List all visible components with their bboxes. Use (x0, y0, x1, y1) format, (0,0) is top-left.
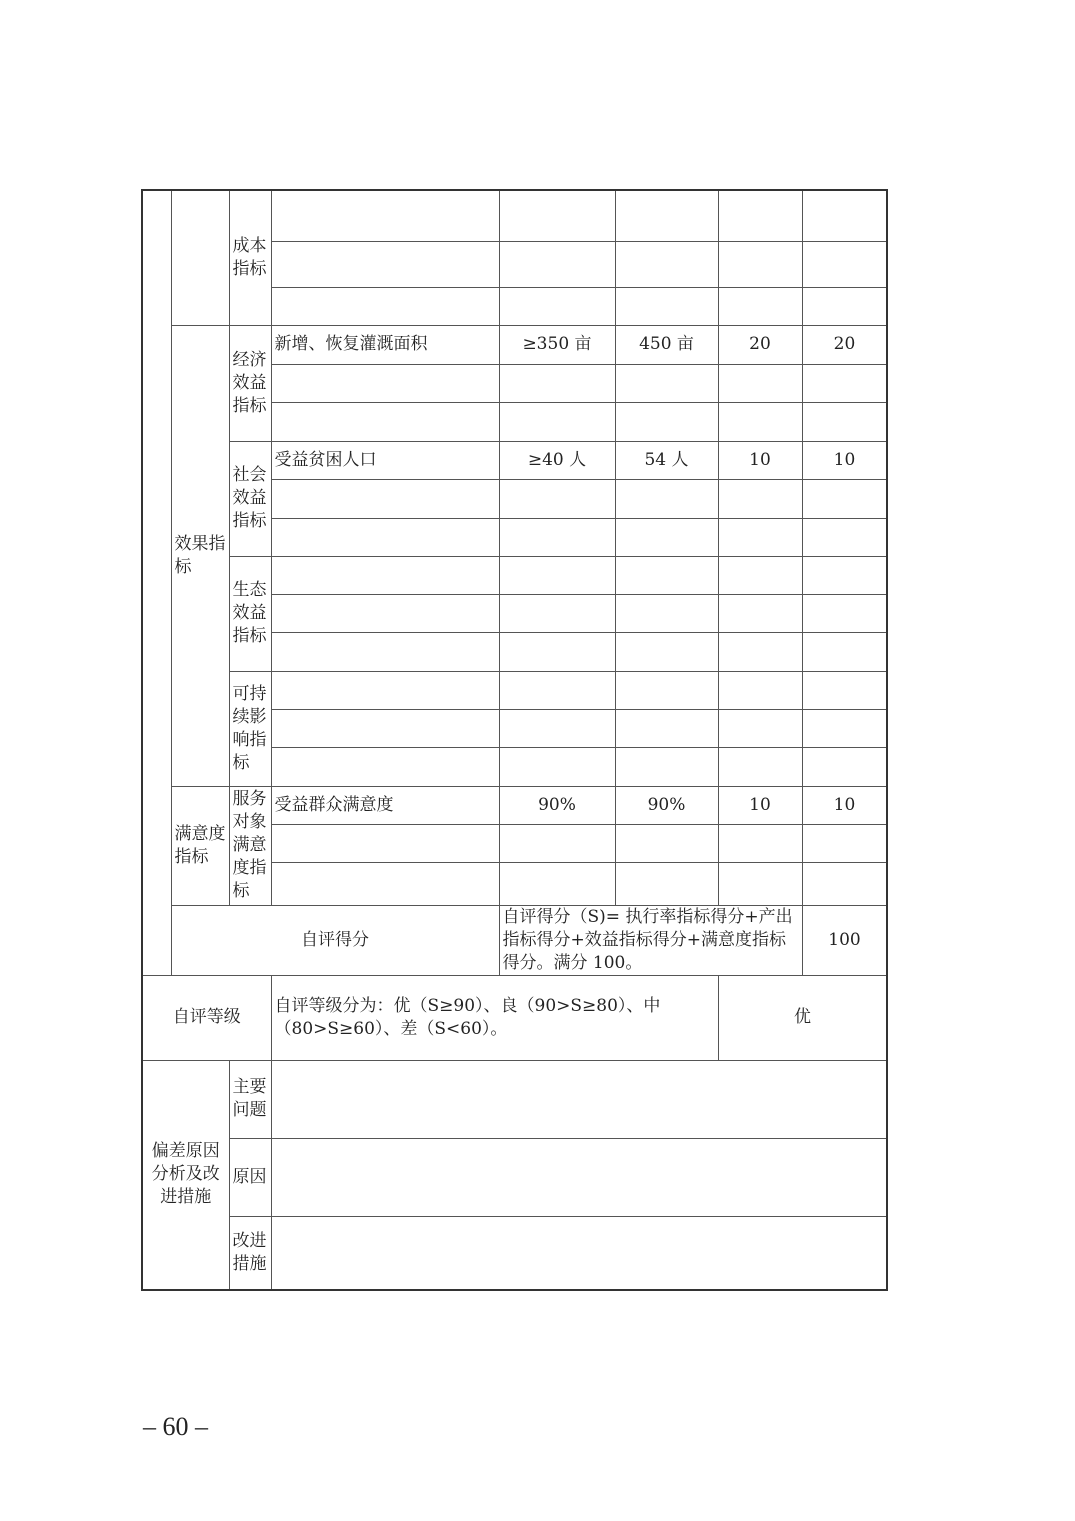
table-row (142, 1138, 887, 1216)
reason-label: 原因 (229, 1138, 271, 1216)
main-issue-label: 主要问题 (229, 1060, 271, 1138)
improvement-label: 改进措施 (229, 1216, 271, 1290)
table-row (142, 556, 887, 594)
self-score-weight: 100 (802, 905, 887, 975)
table-row (142, 1060, 887, 1138)
social-actual: 54 人 (615, 441, 718, 479)
economic-actual: 450 亩 (615, 325, 718, 364)
cost-indicator-label: 成本指标 (229, 190, 271, 325)
performance-evaluation-table (141, 189, 888, 1291)
self-grade-label: 自评等级 (142, 975, 271, 1060)
effect-indicator-label: 效果指标 (171, 325, 229, 786)
sustainability-label: 可持续影响指标 (229, 671, 271, 786)
self-grade-criteria: 自评等级分为：优（S≥90）、良（90>S≥80）、中（80>S≥60）、差（S<60）。 (271, 975, 718, 1060)
self-grade-value: 优 (718, 975, 887, 1060)
deviation-analysis-label: 偏差原因分析及改进措施 (142, 1060, 229, 1290)
table-row (142, 671, 887, 709)
satisfaction-weight: 10 (718, 786, 802, 824)
social-target: ≥40 人 (499, 441, 615, 479)
page-number: – 60 – (143, 1412, 208, 1441)
table-row (142, 190, 887, 241)
satisfaction-indicator-name: 受益群众满意度 (271, 786, 499, 824)
self-score-label: 自评得分 (171, 905, 499, 975)
economic-benefit-label: 经济效益指标 (229, 325, 271, 441)
reason-content (271, 1138, 887, 1216)
self-score-formula: 自评得分（S)= 执行率指标得分+产出指标得分+效益指标得分+满意度指标得分。满分 100。 (499, 905, 802, 975)
table-row (142, 325, 887, 364)
economic-indicator-name: 新增、恢复灌溉面积 (271, 325, 499, 364)
economic-weight: 20 (718, 325, 802, 364)
satisfaction-target: 90% (499, 786, 615, 824)
second-level-blank-cell (171, 190, 229, 325)
satisfaction-indicator-label: 满意度指标 (171, 786, 229, 905)
main-issue-content (271, 1060, 887, 1138)
ecological-benefit-label: 生态效益指标 (229, 556, 271, 671)
satisfaction-score: 10 (802, 786, 887, 824)
table-row (142, 786, 887, 824)
social-weight: 10 (718, 441, 802, 479)
first-level-blank-cell (142, 190, 171, 975)
service-object-satisfaction-label: 服务对象满意度指标 (229, 786, 271, 905)
social-indicator-name: 受益贫困人口 (271, 441, 499, 479)
social-benefit-label: 社会效益指标 (229, 441, 271, 556)
table-row (142, 975, 887, 1060)
economic-score: 20 (802, 325, 887, 364)
table-row (142, 1216, 887, 1290)
economic-target: ≥350 亩 (499, 325, 615, 364)
satisfaction-actual: 90% (615, 786, 718, 824)
improvement-content (271, 1216, 887, 1290)
table-row (142, 905, 887, 975)
table-row (142, 441, 887, 479)
social-score: 10 (802, 441, 887, 479)
